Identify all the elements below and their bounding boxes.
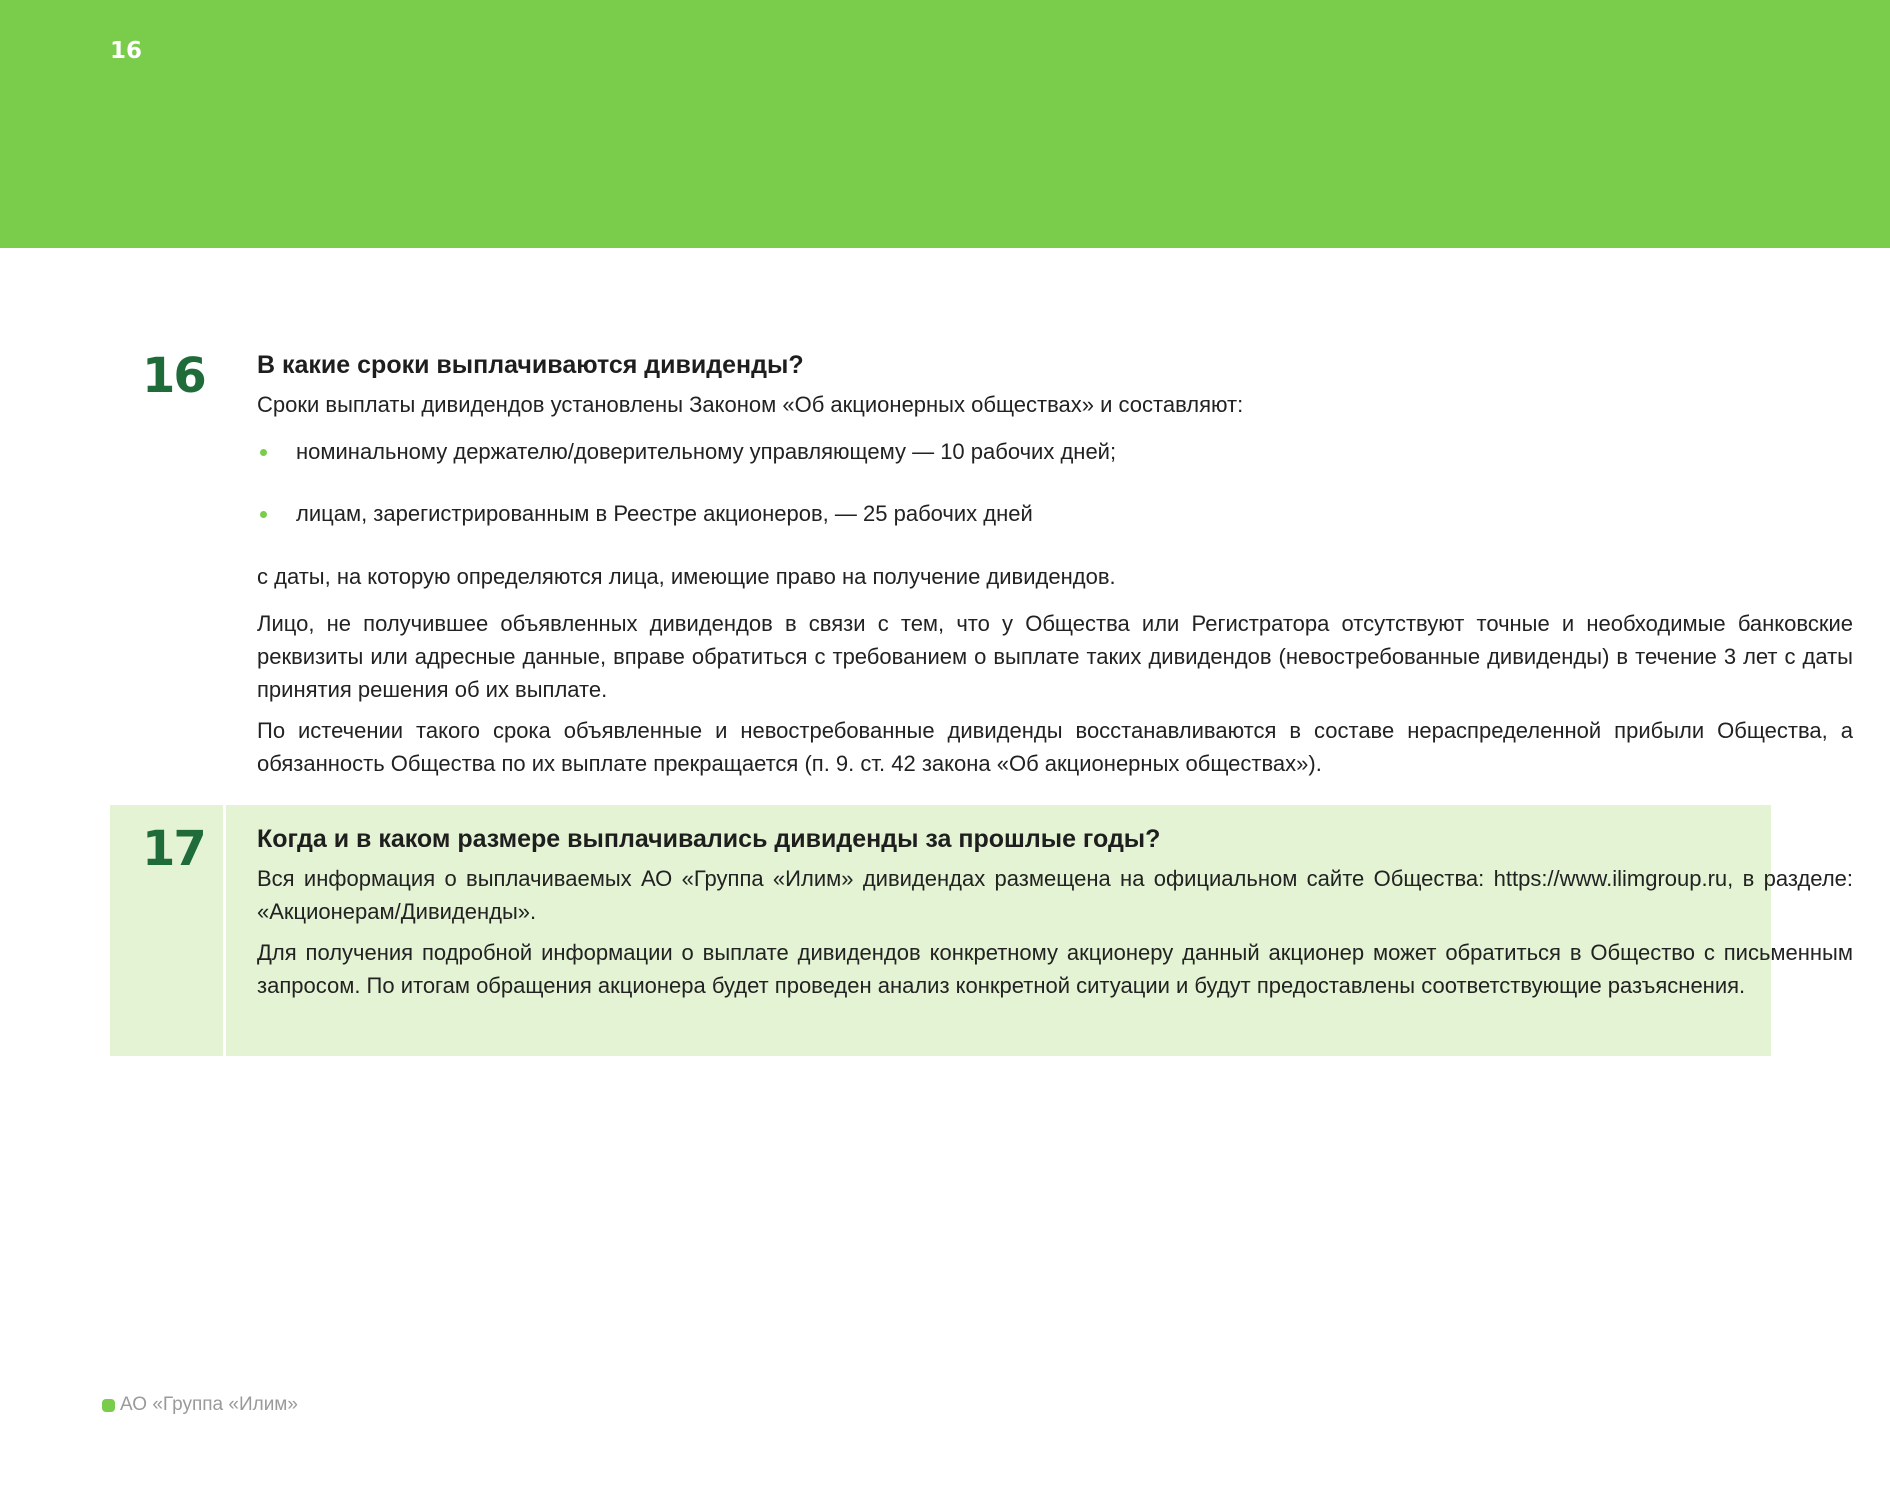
bullet-icon xyxy=(260,449,267,456)
paragraph: Для получения подробной информации о выплате дивидендов конкретному акционеру данный акционер может обратиться в Общество с письменным запросом. По итогам обращения акционера будет проведен анализ конкретной ситуации и будут предоставлены соответствующие разъяснения. xyxy=(257,940,1853,998)
footer-company: АО «Группа «Илим» xyxy=(120,1394,298,1415)
after-bullets-text: с даты, на которую определяются лица, имеющие право на получение дивидендов. xyxy=(257,564,1116,589)
question-17 xyxy=(110,805,1853,1056)
list-item-text: номинальному держателю/доверительному управляющему — 10 рабочих дней; xyxy=(296,439,1117,464)
question-number: 16 xyxy=(142,348,205,404)
question-body xyxy=(257,822,1853,1010)
question-16 xyxy=(110,340,1853,800)
column-divider xyxy=(223,805,226,1056)
list-item xyxy=(257,435,1853,468)
question-intro: Сроки выплаты дивидендов установлены Законом «Об акционерных обществах» и составляют: xyxy=(257,392,1244,417)
list-item xyxy=(257,497,1853,530)
list-item-text: лицам, зарегистрированным в Реестре акционеров, — 25 рабочих дней xyxy=(296,501,1033,526)
question-title: В какие сроки выплачиваются дивиденды? xyxy=(257,351,804,379)
question-body xyxy=(257,348,1853,788)
bullet-icon xyxy=(260,511,267,518)
paragraph: Лицо, не получившее объявленных дивидендов в связи с тем, что у Общества или Регистратора отсутствуют точные и необходимые банковские реквизиты или адресные данные, вправе обратиться с требованием о выплате таких дивидендов (невостребованные дивиденды) в течение 3 лет с даты принятия решения об их выплате. xyxy=(257,611,1853,702)
header-band xyxy=(0,0,1890,248)
bullet-list xyxy=(257,435,1853,530)
footer xyxy=(102,1394,298,1416)
question-number: 17 xyxy=(142,821,205,877)
page-number: 16 xyxy=(110,38,143,64)
brand-dot-icon xyxy=(102,1399,115,1412)
paragraph: По истечении такого срока объявленные и невостребованные дивиденды восстанавливаются в составе нераспределенной прибыли Общества, а обязанность Общества по их выплате прекращается (п. 9. ст. 42 закона «Об акционерных обществах»). xyxy=(257,718,1853,776)
question-title: Когда и в каком размере выплачивались дивиденды за прошлые годы? xyxy=(257,825,1161,853)
paragraph: Вся информация о выплачиваемых АО «Группа «Илим» дивидендах размещена на официальном сайте Общества: https://www.ilimgroup.ru, в разделе: «Акционерам/Дивиденды». xyxy=(257,866,1853,924)
